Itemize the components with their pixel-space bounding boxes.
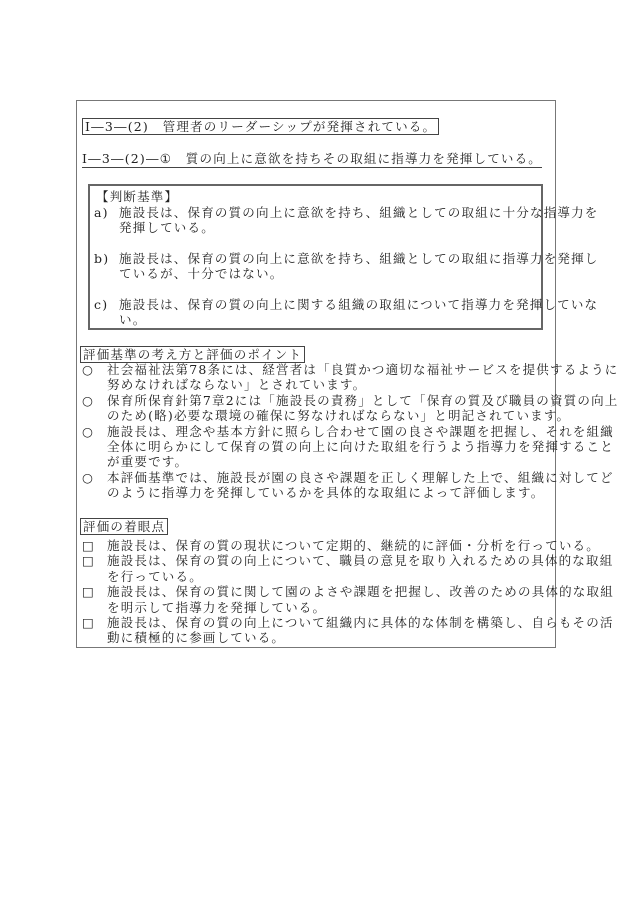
item-text-line: を行っている。: [107, 568, 203, 584]
points-item: [82, 424, 614, 470]
item-text-line: ているが、十分ではない。: [119, 266, 284, 282]
item-letter: a): [94, 205, 109, 220]
item-text-line: 施設長は、保育の質の向上について、職員の意見を取り入れるための具体的な取組: [107, 553, 614, 569]
checkbox-icon: □: [82, 584, 96, 600]
criteria-item: [94, 297, 598, 328]
item-letter: b): [94, 250, 110, 266]
points-title: 評価基準の考え方と評価のポイント: [80, 346, 305, 363]
item-text-line: 施設長は、保育の質の向上について組織内に具体的な体制を構築し、自らもその活: [107, 615, 614, 630]
section-heading: Ⅰ―3―(2) 管理者のリーダーシップが発揮されている。: [82, 118, 439, 135]
criteria-title: 【判断基準】: [96, 189, 179, 204]
circle-bullet-icon: ○: [82, 362, 95, 377]
item-text-line: 施設長は、保育の質の向上に関する組織の取組について指導力を発揮していな: [119, 296, 599, 312]
item-text-line: い。: [119, 312, 147, 327]
item-text-line: 社会福祉法第78条には、経営者は「良質かつ適切な福祉サービスを提供するように: [107, 362, 619, 377]
checkbox-icon: □: [82, 538, 96, 553]
circle-bullet-icon: ○: [82, 423, 95, 439]
criteria-item: [94, 251, 599, 282]
item-text-line: 発揮している。: [119, 220, 215, 236]
circle-bullet-icon: ○: [82, 392, 95, 408]
item-text-line: 施設長は、保育の質の現状について定期的、継続的に評価・分析を行っている。: [107, 538, 600, 553]
checkbox-icon: □: [82, 553, 96, 569]
focus-item: [82, 584, 614, 615]
item-text-line: 動に積極的に参画している。: [107, 630, 286, 646]
focus-item: [82, 538, 600, 553]
item-text-line: のように指導力を発揮しているかを具体的な取組によって評価します。: [107, 485, 545, 501]
circle-bullet-icon: ○: [82, 469, 95, 485]
item-text-line: 施設長は、保育の質の向上に意欲を持ち、組織としての取組に十分な指導力を: [119, 205, 599, 220]
focus-item: [82, 615, 614, 646]
item-text-line: 施設長は、保育の質に関して園のよさや課題を把握し、改善のための具体的な取組: [107, 584, 614, 600]
item-text-line: 施設長は、理念や基本方針に照らし合わせて園の良さや課題を把握し、それを組織: [107, 423, 614, 439]
item-letter: c): [94, 296, 109, 312]
item-text-line: 保育所保育針第7章2には「施設長の責務」として「保育の質及び職員の資質の向上: [107, 392, 619, 408]
points-item: [82, 470, 614, 501]
item-subheading: Ⅰ―3―(2)―① 質の向上に意欲を持ちその取組に指導力を発揮している。: [82, 151, 542, 168]
criteria-item: [94, 205, 599, 236]
item-text-line: を明示して指導力を発揮している。: [107, 599, 327, 615]
item-text-line: 本評価基準では、施設長が園の良さや課題を正しく理解した上で、組織に対してど: [107, 469, 614, 485]
item-text-line: 努めなければならない」とされています。: [107, 377, 367, 393]
points-item: [82, 393, 619, 424]
item-text-line: のため(略)必要な環境の確保に努なければならない」と明記されています。: [107, 408, 571, 424]
checkbox-icon: □: [82, 615, 96, 630]
focus-item: [82, 553, 613, 584]
item-text-line: 全体に明らかにして保育の質の向上に向けた取組を行うよう指導力を発揮すること: [107, 439, 614, 454]
points-item: [82, 362, 619, 393]
item-text-line: 施設長は、保育の質の向上に意欲を持ち、組織としての取組に指導力を発揮し: [119, 250, 599, 266]
item-text-line: が重要です。: [107, 454, 189, 470]
focus-title: 評価の着眼点: [80, 518, 168, 535]
